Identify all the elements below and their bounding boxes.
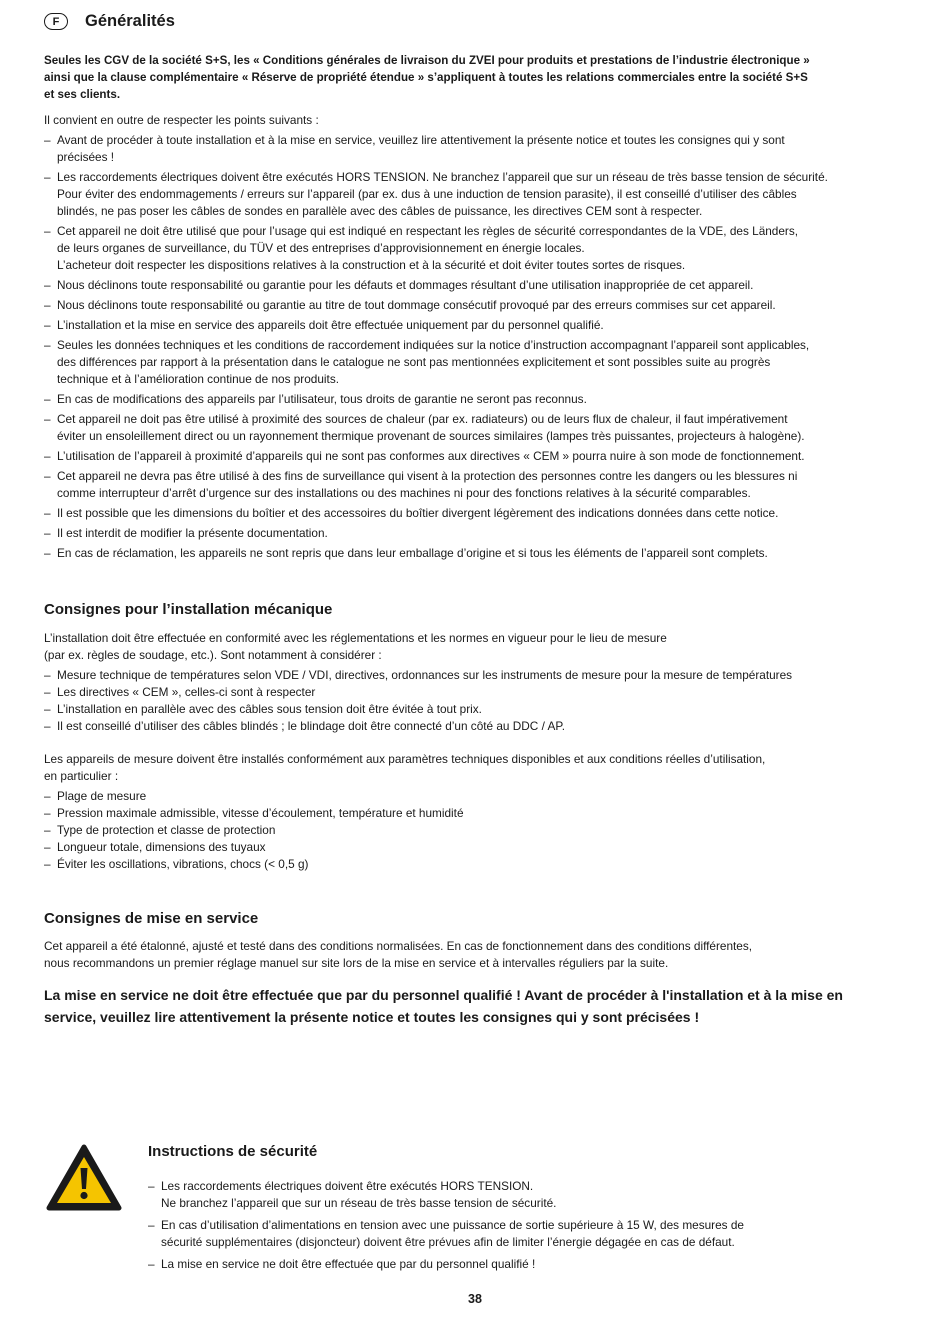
paragraph-line: Cet appareil a été étalonné, ajusté et testé dans des conditions normalisées. En cas de fonctionnement dans des conditions différentes,: [44, 939, 753, 953]
list-item: [44, 448, 906, 465]
list-item: – Pression maximale admissible, vitesse d’écoulement, température et humidité: [44, 805, 464, 822]
list-item: – Plage de mesure: [44, 788, 464, 805]
list-item: – Longueur totale, dimensions des tuyaux: [44, 839, 464, 856]
list-item: [44, 277, 906, 294]
warning-line: service, veuillez lire attentivement la présente notice et toutes les consignes qui y sont précisées !: [44, 1009, 700, 1025]
list-item-line: – La mise en service ne doit être effectuée que par du personnel qualifié !: [161, 1257, 536, 1271]
warning-line: La mise en service ne doit être effectuée que par du personnel qualifié ! Avant de procéder à l'installation et à la mise en: [44, 987, 843, 1003]
list-item: [44, 391, 906, 408]
safety-title: Instructions de sécurité: [148, 1143, 318, 1160]
list-item: [148, 1178, 908, 1212]
list-item-line: L’acheteur doit respecter les dispositions relatives à la construction et à la sécurité et doit éviter toutes sortes de risques.: [57, 258, 686, 272]
list-item-line: – Il est interdit de modifier la présente documentation.: [57, 526, 328, 540]
list-item: [44, 297, 906, 314]
paragraph-line: L’installation doit être effectuée en conformité avec les réglementations et les normes en vigueur pour le lieu de mesure: [44, 631, 667, 645]
mechanical-list: [44, 667, 792, 735]
list-item: – L’installation en parallèle avec des câbles sous tension doit être évitée à tout prix.: [44, 701, 792, 718]
list-item-line: – Cet appareil ne doit être utilisé que pour l’usage qui est indiqué en respectant les règles de sécurité correspondantes de la VDE, des Länders,: [57, 224, 799, 238]
list-item-line: – Avant de procéder à toute installation et à la mise en service, veuillez lire attentivement la présente notice et toutes les consignes qui y sont: [57, 133, 785, 147]
list-item: [44, 411, 906, 445]
list-item-line: précisées !: [57, 150, 115, 164]
page-number: 38: [468, 1292, 482, 1306]
paragraph-line: (par ex. règles de soudage, etc.). Sont notamment à considérer :: [44, 648, 382, 662]
list-item: [44, 505, 906, 522]
list-item-line: – Cet appareil ne devra pas être utilisé à des fins de surveillance qui visent à la protection des personnes contre les dangers ou les blessures ni: [57, 469, 798, 483]
list-item: – Les directives « CEM », celles-ci sont à respecter: [44, 684, 792, 701]
list-item-line: comme interrupteur d’arrêt d’urgence sur des installations ou des machines ni pour des fonctions relatives à la sécurité comparables.: [57, 486, 751, 500]
intro-line: Seules les CGV de la société S+S, les « Conditions générales de livraison du ZVEI pour produits et prestations de l’industrie électronique »: [44, 54, 810, 67]
list-item: [44, 545, 906, 562]
list-item-line: technique et à l’amélioration continue de nos produits.: [57, 372, 339, 386]
list-item: [148, 1256, 908, 1273]
list-item-line: éviter un ensoleillement direct ou un rayonnement thermique provenant de sources similaires (lampes très puissantes, projecteurs à halogène).: [57, 429, 805, 443]
list-item-line: blindés, ne pas poser les câbles de sondes en parallèle avec des câbles de puissance, les directives CEM sont à respecter.: [57, 204, 703, 218]
general-list: [44, 132, 906, 565]
list-item-line: – Il est possible que les dimensions du boîtier et des accessoires du boîtier divergent légèrement des indications données dans cette notice.: [57, 506, 779, 520]
section-header: [44, 12, 175, 31]
list-item-line: de leurs organes de surveillance, du TÜV et des entreprises d’approvisionnement en énergie locales.: [57, 241, 585, 255]
list-item-line: – En cas de modifications des appareils par l’utilisateur, tous droits de garantie ne seront pas reconnus.: [57, 392, 587, 406]
list-item: [148, 1217, 908, 1251]
list-item-line: – Nous déclinons toute responsabilité ou garantie au titre de tout dommage consécutif provoqué par des erreurs commises sur cet appareil.: [57, 298, 776, 312]
list-item: [44, 525, 906, 542]
safety-list: [148, 1178, 908, 1278]
list-item: – Il est conseillé d’utiliser des câbles blindés ; le blindage doit être connecté d’un côté au DDC / AP.: [44, 718, 792, 735]
general-lead: Il convient en outre de respecter les points suivants :: [44, 113, 319, 127]
list-item: [44, 468, 906, 502]
list-item-line: – Seules les données techniques et les conditions de raccordement indiquées sur la notice d’instruction accompagnant l’appareil sont applicables,: [57, 338, 810, 352]
list-item-line: – Les raccordements électriques doivent être exécutés HORS TENSION.: [161, 1179, 534, 1193]
list-item-line: – En cas de réclamation, les appareils ne sont repris que dans leur emballage d’origine et si tous les éléments de l’appareil sont complets.: [57, 546, 768, 560]
commissioning-warning: [44, 984, 906, 1028]
list-item: – Type de protection et classe de protection: [44, 822, 464, 839]
list-item-line: Ne branchez l’appareil que sur un réseau de très basse tension de sécurité.: [161, 1196, 557, 1210]
list-item: [44, 223, 906, 274]
mechanical-intro: [44, 630, 667, 664]
paragraph-line: Les appareils de mesure doivent être installés conformément aux paramètres techniques disponibles et aux conditions réelles d’utilisation,: [44, 752, 766, 766]
page-title: Généralités: [85, 12, 175, 30]
list-item-line: – L’installation et la mise en service des appareils doit être effectuée uniquement par du personnel qualifié.: [57, 318, 604, 332]
list-item: [44, 337, 906, 388]
intro-line: ainsi que la clause complémentaire « Réserve de propriété étendue » s’appliquent à toutes les relations commerciales entre la société S+S: [44, 71, 808, 84]
intro-paragraph: [44, 52, 904, 103]
paragraph-line: nous recommandons un premier réglage manuel sur site lors de la mise en service et à intervalles réguliers par la suite.: [44, 956, 669, 970]
list-item: [44, 169, 906, 220]
warning-triangle-icon: [46, 1144, 122, 1212]
commissioning-paragraph: [44, 938, 752, 972]
list-item: [44, 317, 906, 334]
mechanical-title: Consignes pour l’installation mécanique: [44, 601, 333, 618]
list-item-line: – En cas d’utilisation d’alimentations en tension avec une puissance de sortie supérieure à 15 W, des mesures de: [161, 1218, 744, 1232]
conditions-intro: [44, 751, 765, 785]
list-item: – Mesure technique de températures selon VDE / VDI, directives, ordonnances sur les instruments de mesure pour la mesure de températures: [44, 667, 792, 684]
intro-line: et ses clients.: [44, 88, 121, 101]
conditions-list: [44, 788, 464, 873]
list-item-line: – Les raccordements électriques doivent être exécutés HORS TENSION. Ne branchez l’appareil que sur un réseau de très basse tension de sécurité.: [57, 170, 828, 184]
language-badge: F: [44, 13, 68, 30]
paragraph-line: en particulier :: [44, 769, 119, 783]
commissioning-title: Consignes de mise en service: [44, 910, 259, 927]
list-item-line: – Cet appareil ne doit pas être utilisé à proximité des sources de chaleur (par ex. radiateurs) ou de leurs flux de chaleur, il faut impérativement: [57, 412, 788, 426]
list-item: [44, 132, 906, 166]
list-item: – Éviter les oscillations, vibrations, chocs (< 0,5 g): [44, 856, 464, 873]
list-item-line: – L’utilisation de l’appareil à proximité d’appareils qui ne sont pas conformes aux directives « CEM » pourra nuire à son mode de fonctionnement.: [57, 449, 805, 463]
list-item-line: sécurité supplémentaires (disjoncteur) doivent être prévues afin de limiter l’énergie dégagée en cas de défaut.: [161, 1235, 735, 1249]
list-item-line: Pour éviter des endommagements / erreurs sur l’appareil (par ex. dus à une induction de tension parasite), il est conseillé d’utiliser des câbles: [57, 187, 797, 201]
list-item-line: – Nous déclinons toute responsabilité ou garantie pour les défauts et dommages résultant d’une utilisation inappropriée de cet appareil.: [57, 278, 754, 292]
list-item-line: des différences par rapport à la présentation dans le catalogue ne sont pas mentionnées explicitement et sont possibles suite au progrès: [57, 355, 771, 369]
